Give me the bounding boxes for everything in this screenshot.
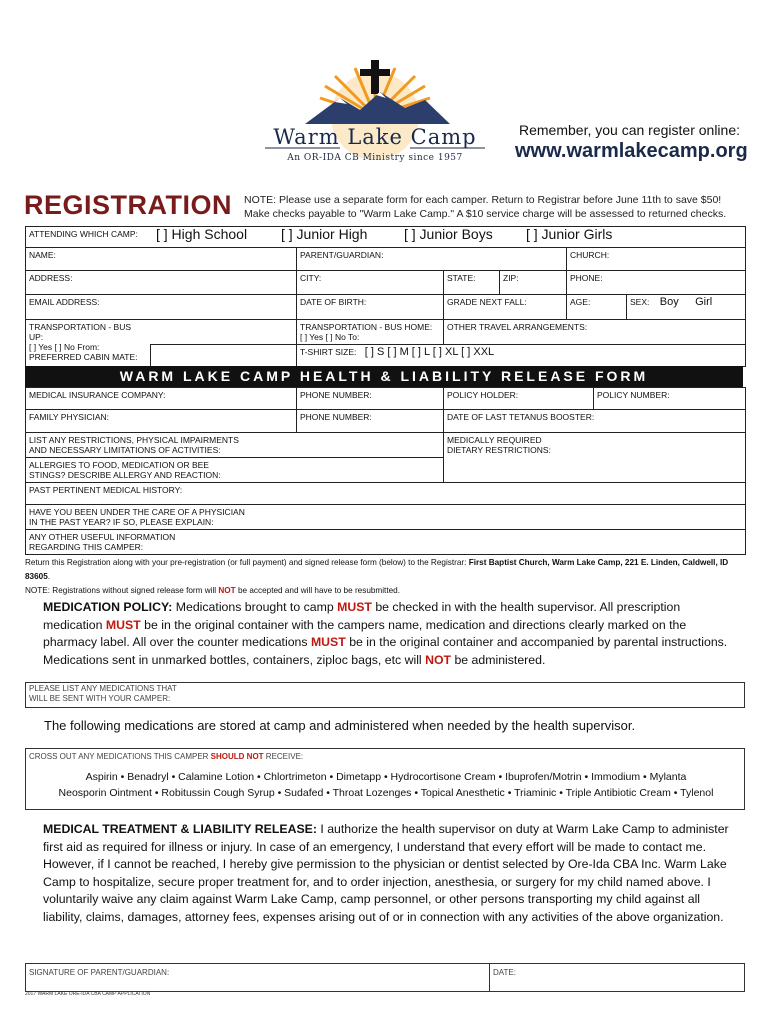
registration-note (244, 193, 726, 221)
return-instructions (25, 556, 745, 598)
other-info-label-2: REGARDING THIS CAMPER: (29, 542, 144, 552)
health-form-title: WARM LAKE CAMP HEALTH & LIABILITY RELEASE FORM (25, 366, 743, 387)
medications-label-2: WILL BE SENT WITH YOUR CAMPER: (29, 694, 171, 703)
allergies-field[interactable] (26, 458, 444, 483)
sex-label: SEX: (630, 297, 650, 307)
insurance-phone-field[interactable]: PHONE NUMBER: (297, 388, 444, 410)
camp-subtitle: An OR-IDA CB Ministry since 1957 (287, 153, 463, 163)
email-field[interactable]: EMAIL ADDRESS: (26, 295, 297, 320)
medication-text-1: Medications brought to camp (172, 600, 338, 614)
sex-boy[interactable]: Boy (659, 296, 679, 308)
signature-row (25, 963, 745, 992)
cross-out-end: RECEIVE: (263, 752, 304, 761)
footer-text: 2017 WARM LAKE ORE-IDA CBA CAMP APPLICATION (25, 991, 151, 997)
medications-label-1: PLEASE LIST ANY MEDICATIONS THAT (29, 684, 177, 693)
must-3: MUST (310, 635, 346, 649)
history-field[interactable]: PAST PERTINENT MEDICAL HISTORY: (26, 483, 746, 505)
page-title: REGISTRATION (24, 190, 232, 220)
option-junior-boys[interactable]: [ ] Junior Boys (404, 226, 493, 242)
sex-field[interactable] (627, 295, 746, 320)
sex-girl[interactable]: Girl (695, 296, 713, 308)
physician-phone-field[interactable]: PHONE NUMBER: (297, 410, 444, 433)
stored-medications-text: The following medications are stored at camp and administered when needed by the health supervisor. (44, 718, 636, 733)
return-note-text: NOTE: Registrations without signed release form will (25, 586, 219, 595)
registration-table (25, 226, 746, 367)
cabin-mate-label: PREFERRED CABIN MATE: (29, 352, 138, 362)
return-line-2 (25, 584, 745, 598)
note-line-1: NOTE: Please use a separate form for each camper. Return to Registrar before June 11th to save $50! (244, 194, 722, 206)
dietary-label-1: MEDICALLY REQUIRED (447, 435, 542, 445)
signature-field[interactable]: SIGNATURE OF PARENT/GUARDIAN: (29, 968, 170, 977)
medications-list-label (26, 683, 744, 705)
attending-label: ATTENDING WHICH CAMP: (29, 229, 138, 239)
must-1: MUST (337, 600, 372, 614)
medication-policy-heading: MEDICATION POLICY: (43, 600, 173, 614)
not-administered: NOT (425, 652, 452, 667)
other-travel-field[interactable]: OTHER TRAVEL ARRANGEMENTS: (444, 320, 746, 345)
register-online-text: Remember, you can register online: (519, 122, 740, 138)
cross-out-medications-box[interactable] (25, 748, 745, 810)
dietary-label-2: DIETARY RESTRICTIONS: (447, 445, 551, 455)
cabin-spacer (151, 345, 297, 367)
policy-number-field[interactable]: POLICY NUMBER: (594, 388, 746, 410)
note-line-2: Make checks payable to "Warm Lake Camp." A $10 service charge will be assessed to returned checks. (244, 208, 727, 220)
tshirt-field[interactable] (297, 345, 746, 367)
date-field[interactable]: DATE: (493, 968, 516, 977)
release-text: I authorize the health supervisor on duty at Warm Lake Camp to administer first aid as required for illness or injury. In case of an emergency, I understand that every effort will be made to contact me. However, if I cannot be reached, I hereby give permission to the physician or dentist selected by Ore-Ida CBA Inc. Warm Lake Camp to hospitalize, secure proper treatment for, and to order injection, anesthesia, or surgery for my child named above. I voluntarily waive any claim against Warm Lake Camp, camp personnel, or other persons transporting my child against all liability, claims, damages, attorney fees, expenses arising out of or in connection with any activities of the above organization. (43, 822, 729, 924)
bus-up-options[interactable]: [ ] Yes [ ] No From: (29, 342, 100, 352)
church-field[interactable]: CHURCH: (567, 248, 746, 271)
allergies-label-2: STINGS? DESCRIBE ALLERGY AND REACTION: (29, 470, 221, 480)
bus-up-label: TRANSPORTATION - BUS UP: (29, 322, 132, 342)
tetanus-field[interactable]: DATE OF LAST TETANUS BOOSTER: (444, 410, 746, 433)
physician-care-label-1: HAVE YOU BEEN UNDER THE CARE OF A PHYSICIAN (29, 507, 245, 517)
grade-field[interactable]: GRADE NEXT FALL: (444, 295, 567, 320)
attending-camp-row (26, 227, 746, 248)
allergies-label-1: ALLERGIES TO FOOD, MEDICATION OR BEE (29, 460, 209, 470)
medication-text-4: be in the original container and accompanied by parental instructions. Medications sent in unmarked bottles, containers, ziploc bags, etc will (43, 635, 728, 667)
option-junior-girls[interactable]: [ ] Junior Girls (526, 226, 613, 242)
medication-policy (43, 599, 733, 669)
return-period: . (47, 572, 51, 581)
city-field[interactable]: CITY: (297, 271, 444, 295)
release-heading: MEDICAL TREATMENT & LIABILITY RELEASE: (43, 822, 317, 836)
option-junior-high[interactable]: [ ] Junior High (281, 226, 368, 242)
phone-field[interactable]: PHONE: (567, 271, 746, 295)
physician-care-field[interactable] (26, 505, 746, 530)
dob-field[interactable]: DATE OF BIRTH: (297, 295, 444, 320)
name-field[interactable]: NAME: (26, 248, 297, 271)
medication-text-2: be checked in with the health supervisor. All prescription medication (43, 600, 681, 632)
return-not: NOT (218, 586, 236, 595)
restrictions-label-2: AND NECESSARY LIMITATIONS OF ACTIVITIES: (29, 445, 221, 455)
option-high-school[interactable]: [ ] High School (156, 226, 248, 242)
health-table (25, 387, 746, 555)
registrar-address: First Baptist Church, Warm Lake Camp, 221 E. Linden, Caldwell, ID 83605 (25, 558, 729, 581)
should-not: SHOULD NOT (210, 752, 264, 761)
other-info-label-1: ANY OTHER USEFUL INFORMATION (29, 532, 176, 542)
other-info-field[interactable] (26, 530, 746, 555)
restrictions-field[interactable] (26, 433, 444, 458)
bus-home-label: TRANSPORTATION - BUS HOME: (300, 322, 433, 332)
dietary-field[interactable] (444, 433, 746, 483)
website-link[interactable]: www.warmlakecamp.org (515, 140, 748, 162)
bus-home-options[interactable]: [ ] Yes [ ] No To: (300, 332, 360, 342)
medications-line-2[interactable]: Neosporin Ointment • Robitussin Cough Syrup • Sudafed • Throat Lozenges • Topical Anesthetic • Triaminic • Triple Antibiotic Cream • Tylenol (58, 787, 714, 799)
tshirt-label: T-SHIRT SIZE: (300, 347, 357, 357)
bus-up-field[interactable] (26, 320, 151, 367)
cross-out-label (26, 749, 744, 764)
restrictions-label-1: LIST ANY RESTRICTIONS, PHYSICAL IMPAIRMENTS (29, 435, 239, 445)
mountains-icon (305, 92, 450, 124)
signature-divider (489, 964, 490, 991)
insurance-field[interactable]: MEDICAL INSURANCE COMPANY: (26, 388, 297, 410)
medications-list-field[interactable] (25, 682, 745, 708)
bus-home-field[interactable] (297, 320, 444, 345)
return-line-1 (25, 556, 745, 584)
physician-field[interactable]: FAMILY PHYSICIAN: (26, 410, 297, 433)
return-text: Return this Registration along with your pre-registration (or full payment) and signed release form (below) to the Registrar: (25, 558, 469, 567)
camp-name: Warm Lake Camp (273, 125, 477, 149)
return-note-end: be accepted and will have to be resubmitted. (235, 586, 400, 595)
age-field[interactable]: AGE: (567, 295, 627, 320)
policy-holder-field[interactable]: POLICY HOLDER: (444, 388, 594, 410)
medication-text-3: be in the original container with the campers name, medication and directions clearly marked on the pharmacy label. All over the counter medications (43, 617, 687, 649)
liability-release (43, 821, 733, 926)
tshirt-options[interactable]: [ ] S [ ] M [ ] L [ ] XL [ ] XXL (364, 346, 495, 358)
zip-field[interactable]: ZIP: (500, 271, 567, 295)
bus-up-spacer (151, 320, 297, 345)
state-field[interactable]: STATE: (444, 271, 500, 295)
physician-care-label-2: IN THE PAST YEAR? IF SO, PLEASE EXPLAIN: (29, 517, 214, 527)
address-field[interactable]: ADDRESS: (26, 271, 297, 295)
must-2: MUST (105, 617, 141, 632)
parent-field[interactable]: PARENT/GUARDIAN: (297, 248, 567, 271)
cross-out-text: CROSS OUT ANY MEDICATIONS THIS CAMPER (29, 752, 211, 761)
medications-line-1[interactable]: Aspirin • Benadryl • Calamine Lotion • Chlortrimeton • Dimetapp • Hydrocortisone Cream • Ibuprofen/Motrin • Immodium • Mylanta (85, 771, 687, 783)
medication-text-5: be administered. (451, 652, 546, 667)
